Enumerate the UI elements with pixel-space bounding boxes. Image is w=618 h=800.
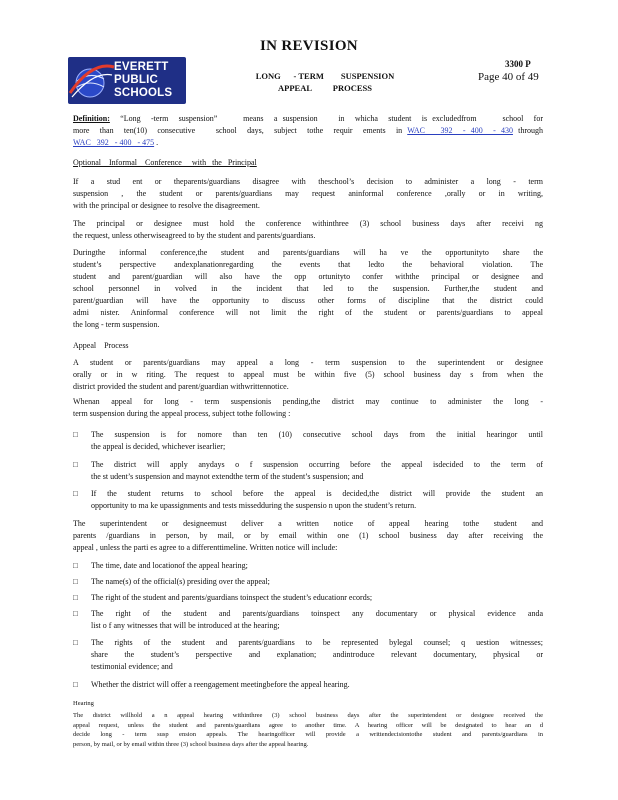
definition-label: Definition: [73, 114, 110, 123]
text-line: The right of the student and parents/guardians toinspect the student’s educationr ecords; [91, 593, 373, 602]
text-line: The time, date and locationof the appeal hearing; [91, 561, 248, 570]
text-line: admi nister. Aninformal conference will not limit the right of the student or parents/guardians to appeal [73, 308, 543, 317]
text-line: student’s perspective andexplanationregarding the events that ledto the behavioral violation. The [73, 260, 543, 269]
definition-text-line-1: “Long -term suspension” means a suspension in whicha student is excludedfrom school for [109, 114, 543, 123]
text-line: Whenan appeal for long - term suspensionis pending,the district may continue to administer the long - [73, 397, 543, 406]
text-line: parents /guardians in person, by mail, or by email within one (1) school business day after receiving the [73, 531, 543, 540]
paragraph [73, 218, 543, 242]
list-item [91, 637, 543, 673]
text-line: The principal or designee must hold the conference withinthree (3) school business days after receivi ng [73, 219, 543, 228]
text-line: appeal , unless the parti es agree to a differenttimeline. Written notice will include: [73, 543, 338, 552]
text-line: decide long - term susp ension appeals. The hearingofficer will provide a writtendecisiontothe student and parents/guardians in [73, 731, 543, 739]
hearing-paragraph [73, 711, 543, 749]
text-line: the st udent’s suspension and maynot extendthe term of the student’s suspension; and [91, 472, 364, 481]
section-heading: Hearing [73, 700, 94, 707]
section-heading: Optional Informal Conference with the Principal [73, 158, 257, 167]
list-item [91, 560, 543, 572]
list-item [91, 592, 543, 604]
school-district-logo [68, 57, 186, 104]
bullet-marker: □ [73, 638, 78, 647]
definition-text-line-2: more than ten(10) consecutive school days, subject tothe requir ements in [73, 126, 403, 135]
revision-banner: IN REVISION [260, 38, 358, 54]
text-line: testimonial evidence; and [91, 662, 173, 671]
definition-through: through [512, 126, 543, 135]
definition-paragraph [73, 113, 543, 149]
text-line: share the student’s perspective and explanation; andintroduce relevant documentary, physical or [91, 650, 543, 659]
bullet-marker: □ [73, 489, 78, 498]
text-line: appeal request, unless the student and parents/guardians agree to another time. A hearing officer will be designated to hear an d [73, 721, 543, 729]
text-line: school personnel in volved in the incident that led to the suspension. Further,the student and [73, 284, 543, 293]
text-line: If a stud ent or theparents/guardians disagree with theschool’s decision to administer a long - term [73, 177, 543, 186]
text-line: If the student returns to school before the appeal is decided,the district will provide the student an [91, 489, 543, 498]
bullet-marker: □ [73, 561, 78, 570]
section-heading: Appeal Process [73, 341, 129, 350]
wac-link-1[interactable]: WAC 392 - 400 - 430 [407, 126, 513, 135]
logo-line-1: EVERETT [114, 61, 169, 73]
text-line: the request, unless otherwiseagreed to by the student and parents/guardians. [73, 231, 316, 240]
text-line: The district will apply anydays o f suspension occurring before the appeal isdecided to the term of [91, 460, 543, 469]
wac-link-2[interactable]: WAC 392 - 400 - 475 [73, 138, 155, 147]
bullet-marker: □ [73, 430, 78, 439]
text-line: orally or in w riting. The request to appeal must be within five (5) school business day s from when the [73, 370, 543, 379]
text-line: the appeal is decided, whichever isearlier; [91, 442, 226, 451]
text-line: parent/guardian will have the opportunity to discuss other forms of discipline that the district could [73, 296, 543, 305]
hearing-heading [73, 699, 543, 709]
text-line: term suspension during the appeal process, subject tothe following : [73, 409, 291, 418]
text-line: The district willhold a n appeal hearing withinthree (3) school business days after the superintendent or designee received the [73, 712, 543, 719]
list-item [91, 608, 543, 632]
logo-line-3: SCHOOLS [114, 87, 173, 99]
text-line: with the principal or designee to resolve the disagreement. [73, 201, 260, 210]
paragraph [73, 396, 543, 420]
bullet-marker: □ [73, 577, 78, 586]
list-item [91, 488, 543, 512]
text-line: student and parent/guardian will also have the opp ortunityto confer withthe principal or designee and [73, 272, 543, 281]
text-line: The suspension is for nomore than ten (10) consecutive school days from the initial hearingor until [91, 430, 543, 439]
list-item [91, 576, 543, 588]
list-item [91, 459, 543, 483]
paragraph [73, 518, 543, 554]
text-line: A student or parents/guardians may appeal a long - term suspension to the superintendent or designee [73, 358, 543, 367]
bullet-marker: □ [73, 680, 78, 689]
text-line: Duringthe informal conference,the student and parents/guardians will ha ve the opportunityto share the [73, 248, 543, 257]
text-line: the long - term suspension. [73, 320, 160, 329]
bullet-marker: □ [73, 460, 78, 469]
bullet-marker: □ [73, 593, 78, 602]
title-line-2: APPEAL PROCESS [278, 83, 372, 93]
paragraph [73, 357, 543, 393]
bullet-marker: □ [73, 609, 78, 618]
appeal-process-heading [73, 340, 543, 352]
policy-number: 3300 P [505, 59, 531, 69]
text-line: list o f any witnesses that will be introduced at the hearing; [91, 621, 280, 630]
text-line: The rights of the student and parents/guardians to be represented bylegal counsel; q uestion witnesses; [91, 638, 543, 647]
optional-conference-section [73, 157, 543, 169]
text-line: person, by mail, or by email within three (3) school business days after the appeal hearing. [73, 740, 309, 748]
text-line: The superintendent or designeemust deliver a written notice of appeal hearing tothe student and [73, 519, 543, 528]
logo-line-2: PUBLIC [114, 74, 159, 86]
definition-end: . [154, 138, 159, 147]
document-title [240, 70, 410, 94]
text-line: The name(s) of the official(s) presiding over the appeal; [91, 577, 270, 586]
list-item [91, 679, 543, 691]
text-line: district provided the student and parent/guardian withwrittennotice. [73, 382, 289, 391]
text-line: suspension , the student or parents/guardians may request aninformal conference ,orally or in writing, [73, 189, 543, 198]
paragraph [73, 247, 543, 331]
page-number: Page 40 of 49 [478, 71, 539, 83]
list-item [91, 429, 543, 453]
text-line: The right of the student and parents/guardians toinspect any documentary or physical evidence anda [91, 609, 543, 618]
paragraph [73, 176, 543, 212]
text-line: Whether the district will offer a reengagement meetingbefore the appeal hearing. [91, 680, 350, 689]
text-line: opportunity to ma ke upassignments and tests missedduring the suspensio n upon the student’s return. [91, 501, 417, 510]
title-line-1: LONG - TERM SUSPENSION [255, 71, 395, 81]
